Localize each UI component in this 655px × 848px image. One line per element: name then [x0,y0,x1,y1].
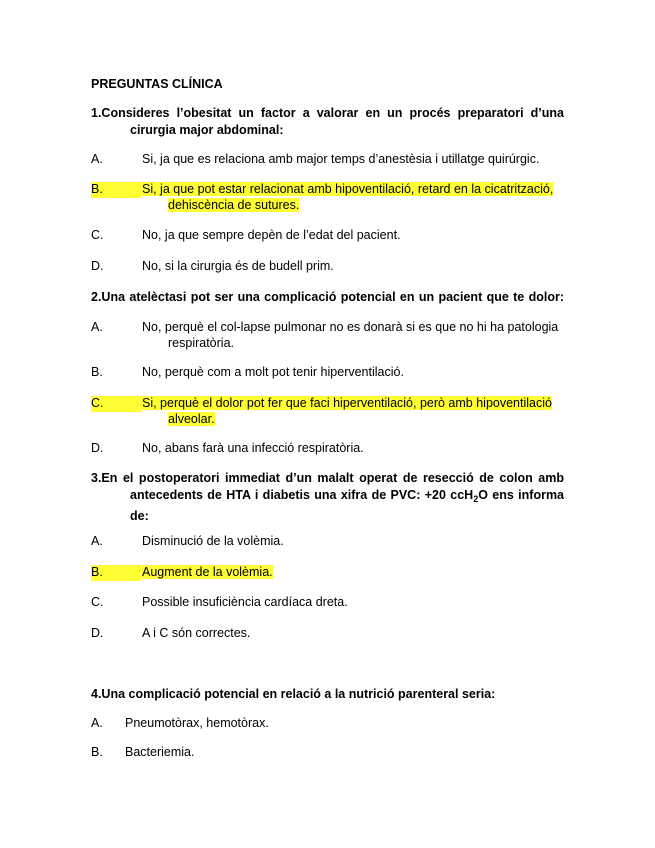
question-3-line-3: de: [130,509,149,523]
option-text: Augment de la volèmia. [142,565,273,579]
question-1-line-2: cirurgia major abdominal: [130,123,284,137]
option-letter: C. [91,228,104,242]
option-text-continued: respiratòria. [168,335,234,350]
option-text: Disminució de la volèmia. [142,534,284,548]
option-letter: C. [91,396,142,412]
option-letter: A. [91,716,103,730]
question-1 [91,105,564,139]
question-4-line-1: 4.Una complicació potencial en relació a la nutrició parenteral seria: [91,687,496,701]
option-text: Pneumotòrax, hemotòrax. [125,716,269,730]
option-letter: B. [91,565,141,581]
option-text: No, ja que sempre depèn de l’edat del pacient. [142,228,401,242]
option-text-continued: dehiscència de sutures. [168,197,300,212]
question-3 [91,470,564,525]
option-text-continued: alveolar. [168,411,215,426]
option-letter: A. [91,534,103,548]
question-4 [91,686,564,703]
option-text: Si, ja que es relaciona amb major temps d’anestèsia i utillatge quirúrgic. [142,152,540,166]
option-letter: B. [91,365,103,379]
option-letter: A. [91,320,103,334]
option-letter: A. [91,152,103,166]
option-text: Si, perquè el dolor pot fer que faci hiperventilació, però amb hipoventilació [142,396,552,410]
option-text: Possible insuficiència cardíaca dreta. [142,595,348,609]
option-text: No, si la cirurgia és de budell prim. [142,259,334,273]
option-letter: B. [91,745,103,759]
option-letter: B. [91,182,141,198]
option-text: No, abans farà una infecció respiratòria. [142,441,364,455]
option-text: No, perquè el col-lapse pulmonar no es donarà si es que no hi ha patologia [142,320,559,334]
question-3-line-1: 3.En el postoperatori immediat d’un malalt operat de resecció de colon amb [91,471,564,485]
option-text: Si, ja que pot estar relacionat amb hipoventilació, retard en la cicatrització, [142,182,554,196]
option-letter: D. [91,626,104,640]
option-text: A i C són correctes. [142,626,251,640]
question-1-line-1: 1.Consideres l’obesitat un factor a valorar en un procés preparatori d’una [91,106,564,120]
question-2 [91,289,564,306]
option-text: No, perquè com a molt pot tenir hiperventilació. [142,365,404,379]
option-letter: D. [91,259,104,273]
option-letter: C. [91,595,104,609]
option-text: Bacteriemia. [125,745,195,759]
question-3-line-2: antecedents de HTA i diabetis una xifra de PVC: +20 ccH$_2$O ens informa [130,488,565,504]
question-2-line-1: 2.Una atelèctasi pot ser una complicació potencial en un pacient que te dolor: [91,290,564,304]
page-title: PREGUNTAS CLÍNICA [91,77,223,91]
option-letter: D. [91,441,104,455]
